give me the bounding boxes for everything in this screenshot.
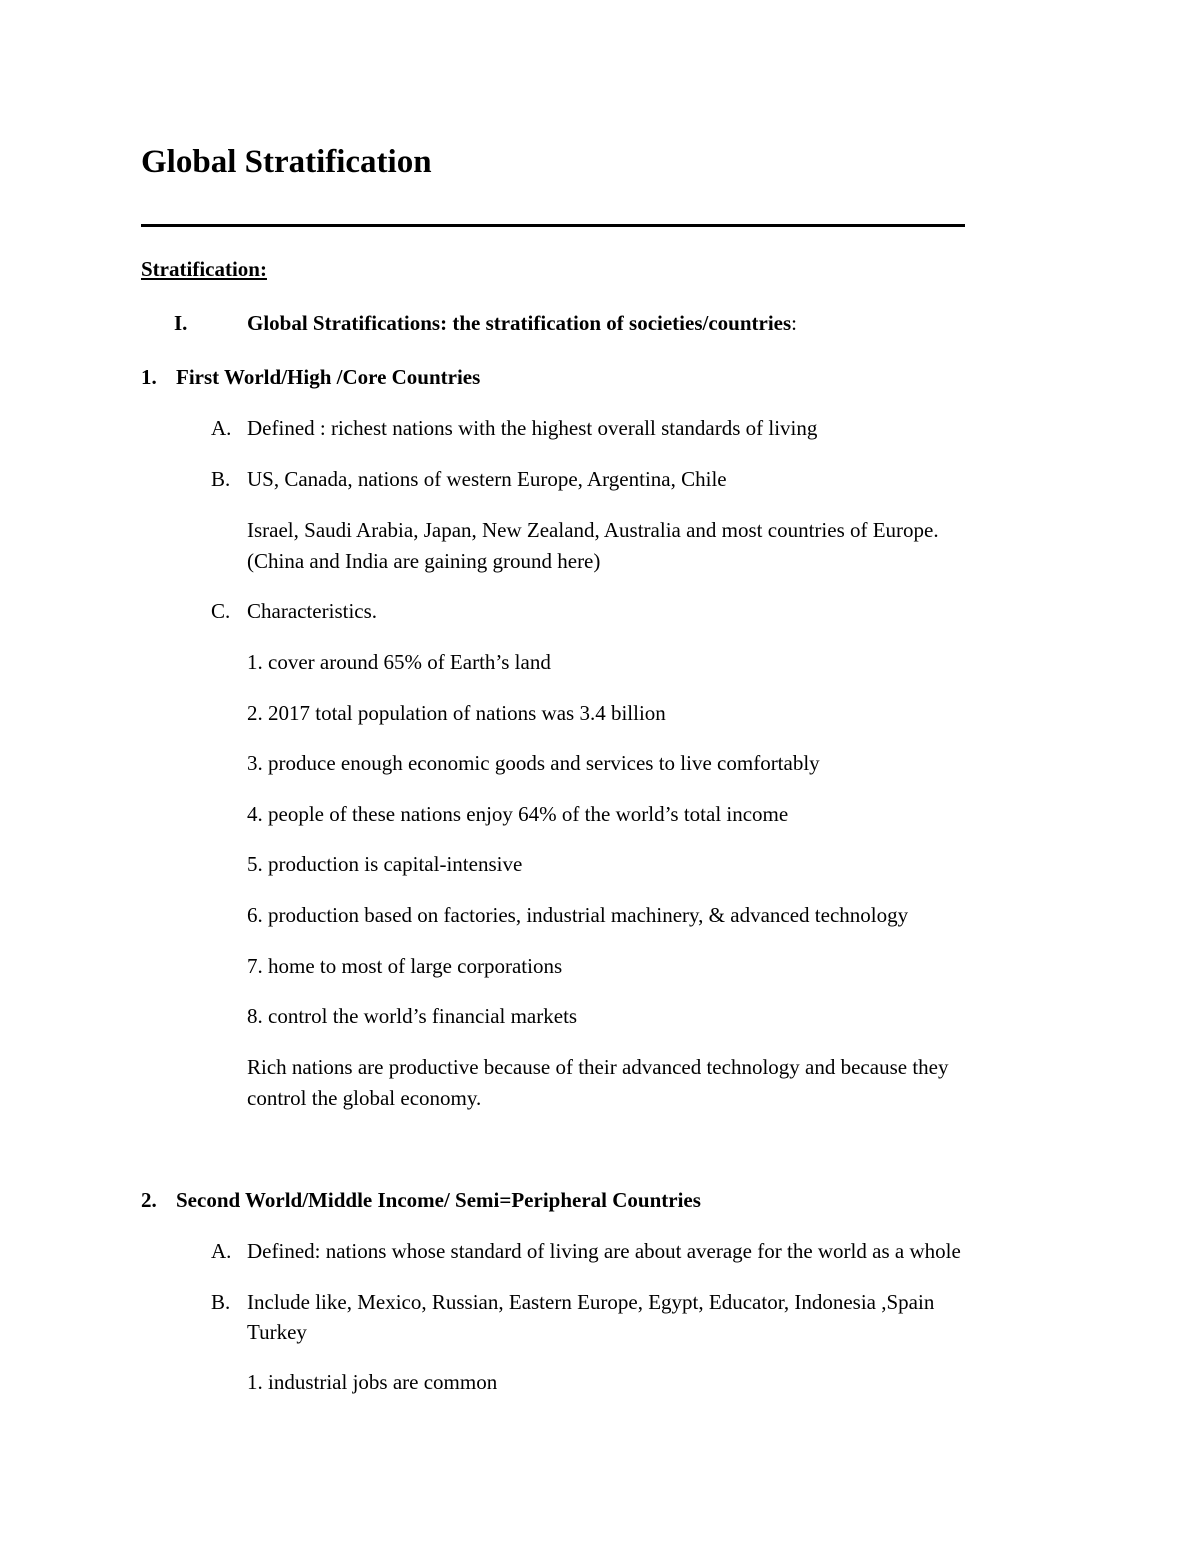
section1-c-marker: C. — [211, 599, 231, 623]
roman-i-colon: : — [791, 311, 797, 335]
title-rule — [141, 224, 965, 227]
section1-heading: First World/High /Core Countries — [176, 365, 481, 389]
section1-c-text: Characteristics. — [247, 599, 378, 623]
section1-b-text: US, Canada, nations of western Europe, Argentina, Chile — [247, 467, 727, 491]
section2-b-text-2: Turkey — [247, 1320, 307, 1344]
document-title: Global Stratification — [141, 144, 432, 180]
roman-i-text: Global Stratifications: the stratification of societies/countries — [247, 311, 792, 335]
section2-b-text-1: Include like, Mexico, Russian, Eastern Europe, Egypt, Educator, Indonesia ,Spain — [247, 1290, 935, 1314]
section2-marker: 2. — [141, 1188, 157, 1212]
characteristic-item: 3. produce enough economic goods and services to live comfortably — [247, 751, 820, 775]
characteristic-item: 2. 2017 total population of nations was 3.4 billion — [247, 701, 666, 725]
section1-b-marker: B. — [211, 467, 231, 491]
characteristic-item: 7. home to most of large corporations — [247, 954, 563, 978]
characteristic-item: 8. control the world’s financial markets — [247, 1004, 578, 1028]
section1-b-cont-1: Israel, Saudi Arabia, Japan, New Zealand, Australia and most countries of Europe. — [247, 518, 939, 542]
characteristic-item: 4. people of these nations enjoy 64% of the world’s total income — [247, 802, 789, 826]
section2-b-marker: B. — [211, 1290, 231, 1314]
section1-note-2: control the global economy. — [247, 1086, 482, 1110]
section1-b-cont-2: (China and India are gaining ground here) — [247, 549, 601, 573]
roman-i-line — [247, 308, 797, 338]
characteristic-item: 1. cover around 65% of Earth’s land — [247, 650, 551, 674]
section1-marker: 1. — [141, 365, 157, 389]
section2-a-text: Defined: nations whose standard of living are about average for the world as a whole — [247, 1239, 961, 1263]
characteristic-item: 6. production based on factories, industrial machinery, & advanced technology — [247, 903, 909, 927]
subheading: Stratification: — [141, 257, 267, 281]
characteristic-item: 5. production is capital-intensive — [247, 852, 523, 876]
section2-a-marker: A. — [211, 1239, 232, 1263]
section2-heading: Second World/Middle Income/ Semi=Peripheral Countries — [176, 1188, 701, 1212]
section1-a-text: Defined : richest nations with the highest overall standards of living — [247, 416, 818, 440]
roman-i-marker: I. — [174, 311, 188, 335]
section1-note-1: Rich nations are productive because of their advanced technology and because they — [247, 1055, 949, 1079]
section1-a-marker: A. — [211, 416, 232, 440]
section2-list-item: 1. industrial jobs are common — [247, 1370, 498, 1394]
